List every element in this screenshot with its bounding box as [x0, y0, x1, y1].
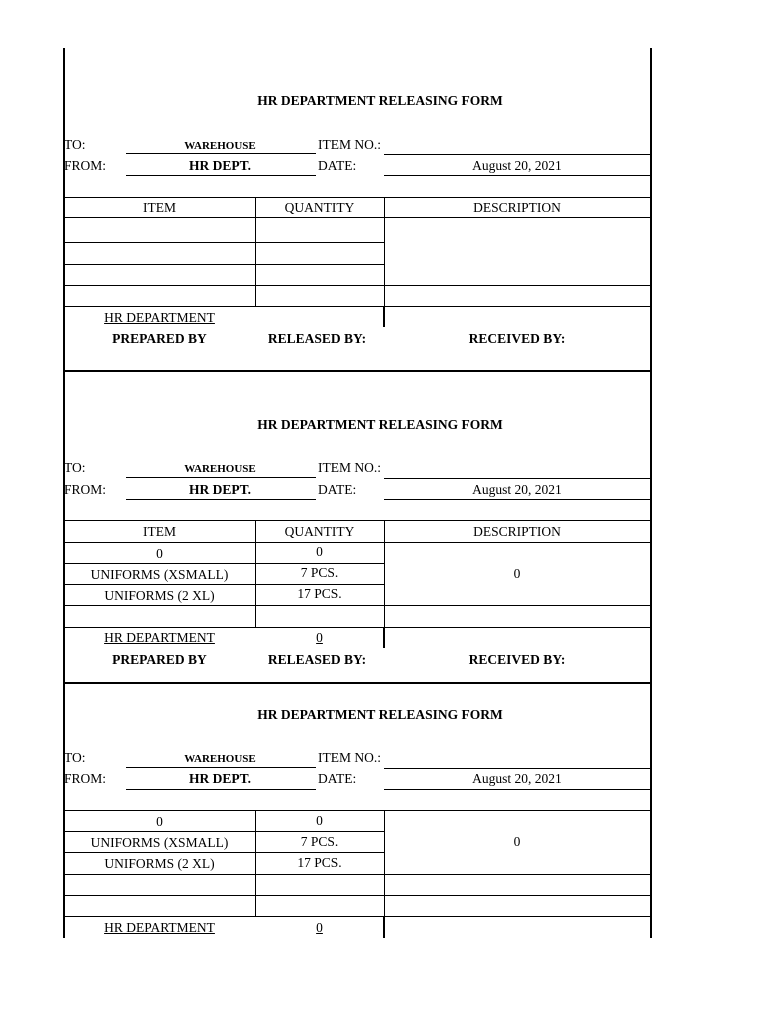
table-cell-quantity: 17 PCS.	[297, 586, 342, 601]
table-line	[64, 563, 384, 564]
prepared-by-name: HR DEPARTMENT	[104, 310, 215, 325]
item-no-label: ITEM NO.:	[318, 137, 381, 152]
table-cell-quantity: 17 PCS.	[297, 855, 342, 870]
from-underline	[126, 499, 316, 500]
to-label: TO:	[64, 137, 86, 152]
to-underline	[126, 767, 316, 768]
from-value: HR DEPT.	[188, 158, 251, 173]
table-line	[384, 810, 385, 916]
date-label: DATE:	[318, 158, 357, 173]
column-header-quantity: QUANTITY	[284, 200, 355, 215]
table-cell-quantity: 0	[316, 813, 323, 828]
from-label: FROM:	[64, 771, 107, 786]
to-underline	[126, 153, 316, 154]
column-header-description: DESCRIPTION	[473, 200, 561, 215]
received-by-label: RECEIVED BY:	[468, 331, 566, 346]
table-line	[64, 306, 650, 307]
to-value: WAREHOUSE	[184, 753, 256, 765]
table-line	[64, 605, 650, 606]
description-cell: 0	[513, 566, 521, 581]
table-cell-quantity: 7 PCS.	[300, 834, 339, 849]
table-line	[64, 810, 650, 811]
table-cell-item: 0	[156, 814, 163, 829]
prepared-by-label: PREPARED BY	[112, 652, 207, 667]
signature-divider	[383, 628, 385, 648]
table-line	[64, 242, 384, 243]
table-cell-quantity: 7 PCS.	[300, 565, 339, 580]
released-by-name: 0	[316, 630, 323, 645]
table-cell-item: UNIFORMS (2 XL)	[104, 856, 215, 871]
table-line	[64, 285, 650, 286]
from-value: HR DEPT.	[188, 482, 251, 497]
date-underline	[384, 175, 650, 176]
released-by-label: RELEASED BY:	[267, 652, 367, 667]
table-cell-item: UNIFORMS (XSMALL)	[90, 835, 229, 850]
column-header-item: ITEM	[143, 524, 176, 539]
page-right-border	[650, 48, 652, 938]
form-title: HR DEPARTMENT RELEASING FORM	[257, 417, 503, 432]
column-header-item: ITEM	[143, 200, 176, 215]
date-underline	[384, 499, 650, 500]
item-no-underline	[384, 478, 650, 479]
received-by-label: RECEIVED BY:	[468, 652, 566, 667]
prepared-by-label: PREPARED BY	[112, 331, 207, 346]
signature-divider	[383, 307, 385, 327]
table-line	[64, 584, 384, 585]
table-line	[64, 895, 650, 896]
item-no-underline	[384, 768, 650, 769]
to-value: WAREHOUSE	[184, 463, 256, 475]
table-cell-quantity: 0	[316, 544, 323, 559]
prepared-by-name: HR DEPARTMENT	[104, 920, 215, 935]
from-underline	[126, 175, 316, 176]
date-underline	[384, 789, 650, 790]
item-no-label: ITEM NO.:	[318, 460, 381, 475]
from-label: FROM:	[64, 158, 107, 173]
table-line	[64, 542, 650, 543]
prepared-by-name: HR DEPARTMENT	[104, 630, 215, 645]
form-title: HR DEPARTMENT RELEASING FORM	[257, 707, 503, 722]
table-line	[64, 264, 384, 265]
date-value: August 20, 2021	[472, 158, 562, 173]
form-separator	[63, 370, 652, 372]
description-cell: 0	[513, 834, 521, 849]
date-label: DATE:	[318, 771, 357, 786]
table-line	[64, 874, 650, 875]
released-by-name: 0	[316, 920, 323, 935]
table-line	[64, 197, 650, 198]
table-cell-item: 0	[156, 546, 163, 561]
table-line	[64, 831, 384, 832]
to-underline	[126, 477, 316, 478]
signature-divider	[383, 917, 385, 938]
to-label: TO:	[64, 750, 86, 765]
form-separator	[63, 682, 652, 684]
date-value: August 20, 2021	[472, 771, 562, 786]
item-no-label: ITEM NO.:	[318, 750, 381, 765]
date-value: August 20, 2021	[472, 482, 562, 497]
item-no-underline	[384, 154, 650, 155]
table-line	[64, 916, 650, 917]
table-line	[64, 627, 650, 628]
column-header-quantity: QUANTITY	[284, 524, 355, 539]
table-cell-item: UNIFORMS (XSMALL)	[90, 567, 229, 582]
to-value: WAREHOUSE	[184, 140, 256, 152]
from-value: HR DEPT.	[188, 771, 251, 786]
date-label: DATE:	[318, 482, 357, 497]
to-label: TO:	[64, 460, 86, 475]
column-header-description: DESCRIPTION	[473, 524, 561, 539]
released-by-label: RELEASED BY:	[267, 331, 367, 346]
from-underline	[126, 789, 316, 790]
from-label: FROM:	[64, 482, 107, 497]
table-line	[64, 217, 650, 218]
table-cell-item: UNIFORMS (2 XL)	[104, 588, 215, 603]
table-line	[64, 520, 650, 521]
table-line	[64, 852, 384, 853]
form-title: HR DEPARTMENT RELEASING FORM	[257, 93, 503, 108]
